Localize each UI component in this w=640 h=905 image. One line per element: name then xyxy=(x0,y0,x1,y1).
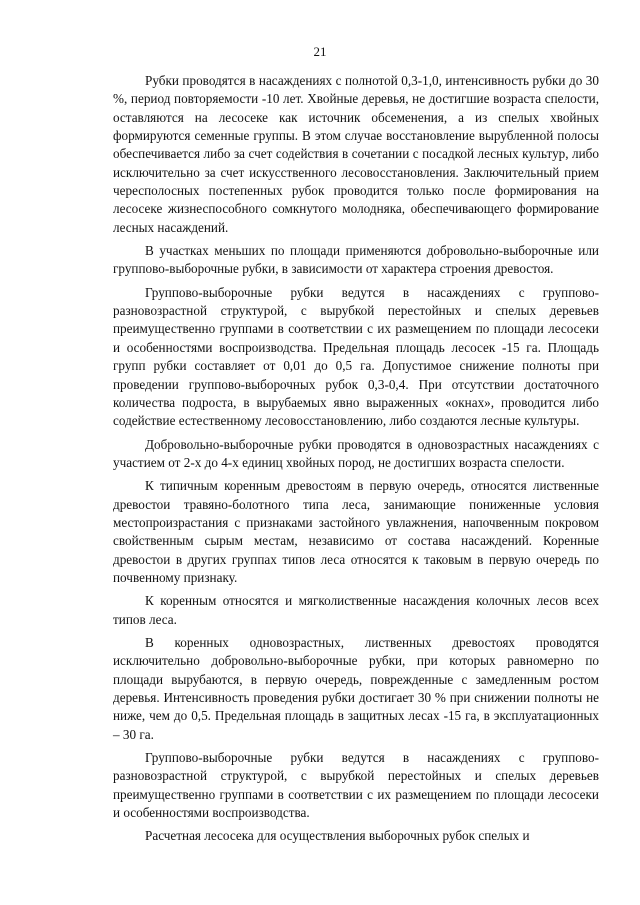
paragraph: Расчетная лесосека для осуществления выборочных рубок спелых и xyxy=(145,828,530,844)
paragraph: К типичным коренным древостоям в первую очередь, относятся лиственные древостои травяно-болотного типа леса, занимающие пониженные условия местопроизрастания с признаками застойного увлажнения, напочвенным покровом свойственным сырым местам, независимо от состава насаждений. Коренные древостои в других группах типов леса относятся к таковым в первую очередь по почвенному признаку. xyxy=(113,478,599,585)
paragraph: К коренным относятся и мягколиственные насаждения колочных лесов всех типов леса. xyxy=(113,593,599,627)
paragraph: Добровольно-выборочные рубки проводятся в одновозрастных насаждениях с участием от 2-х до 4-х единиц хвойных пород, не достигших возраста спелости. xyxy=(113,436,599,470)
document-body xyxy=(113,72,599,851)
page-number: 21 xyxy=(313,44,327,59)
paragraph: Рубки проводятся в насаждениях с полнотой 0,3-1,0, интенсивность рубки до 30 %, период повторяемости -10 лет. Хвойные деревья, не достигшие возраста спелости, оставляются на лесосеке как источник обсеменения, а из спелых хвойных формируются семенные группы. В этом случае восстановление вырубленной полосы обеспечивается либо за счет содействия в сочетании с посадкой лесных культур, либо исключительно за счет искусственного лесовосстановления. Заключительный прием чересполосных постепенных рубок проводится только после формирования на лесосеке жизнеспособного сомкнутого молодняка, обеспечивающего формирование лесных насаждений. xyxy=(113,73,599,235)
paragraph: В участках меньших по площади применяются добровольно-выборочные или группово-выборочные рубки, в зависимости от характера строения древостоя. xyxy=(113,243,599,277)
paragraph: В коренных одновозрастных, лиственных древостоях проводятся исключительно добровольно-выборочные рубки, при которых равномерно по площади вырубаются, в первую очередь, поврежденные с замедленным ростом деревья. Интенсивность проведения рубки достигает 30 % при снижении полноты не ниже, чем до 0,5. Предельная площадь в защитных лесах -15 га, в эксплуатационных – 30 га. xyxy=(113,634,599,742)
paragraph: Группово-выборочные рубки ведутся в насаждениях с группово-разновозрастной структурой, с вырубкой перестойных и спелых деревьев преимущественно группами в соответствии с их размещением по площади лесосеки и особенностями воспроизводства. xyxy=(113,750,599,821)
paragraph: Группово-выборочные рубки ведутся в насаждениях с группово-разновозрастной структурой, с вырубкой перестойных и спелых деревьев преимущественно группами в соответствии с их размещением по площади лесосеки и особенностями воспроизводства. Предельная площадь лесосек -15 га. Площадь групп рубки составляет от 0,01 до 0,5 га. Допустимое снижение полноты при проведении группово-выборочных рубок 0,3-0,4. При отсутствии достаточного количества подроста, в вырубаемых явно выраженных «окнах», проводится либо содействие естественному лесовосстановлению, либо создаются лесные культуры. xyxy=(113,284,599,429)
